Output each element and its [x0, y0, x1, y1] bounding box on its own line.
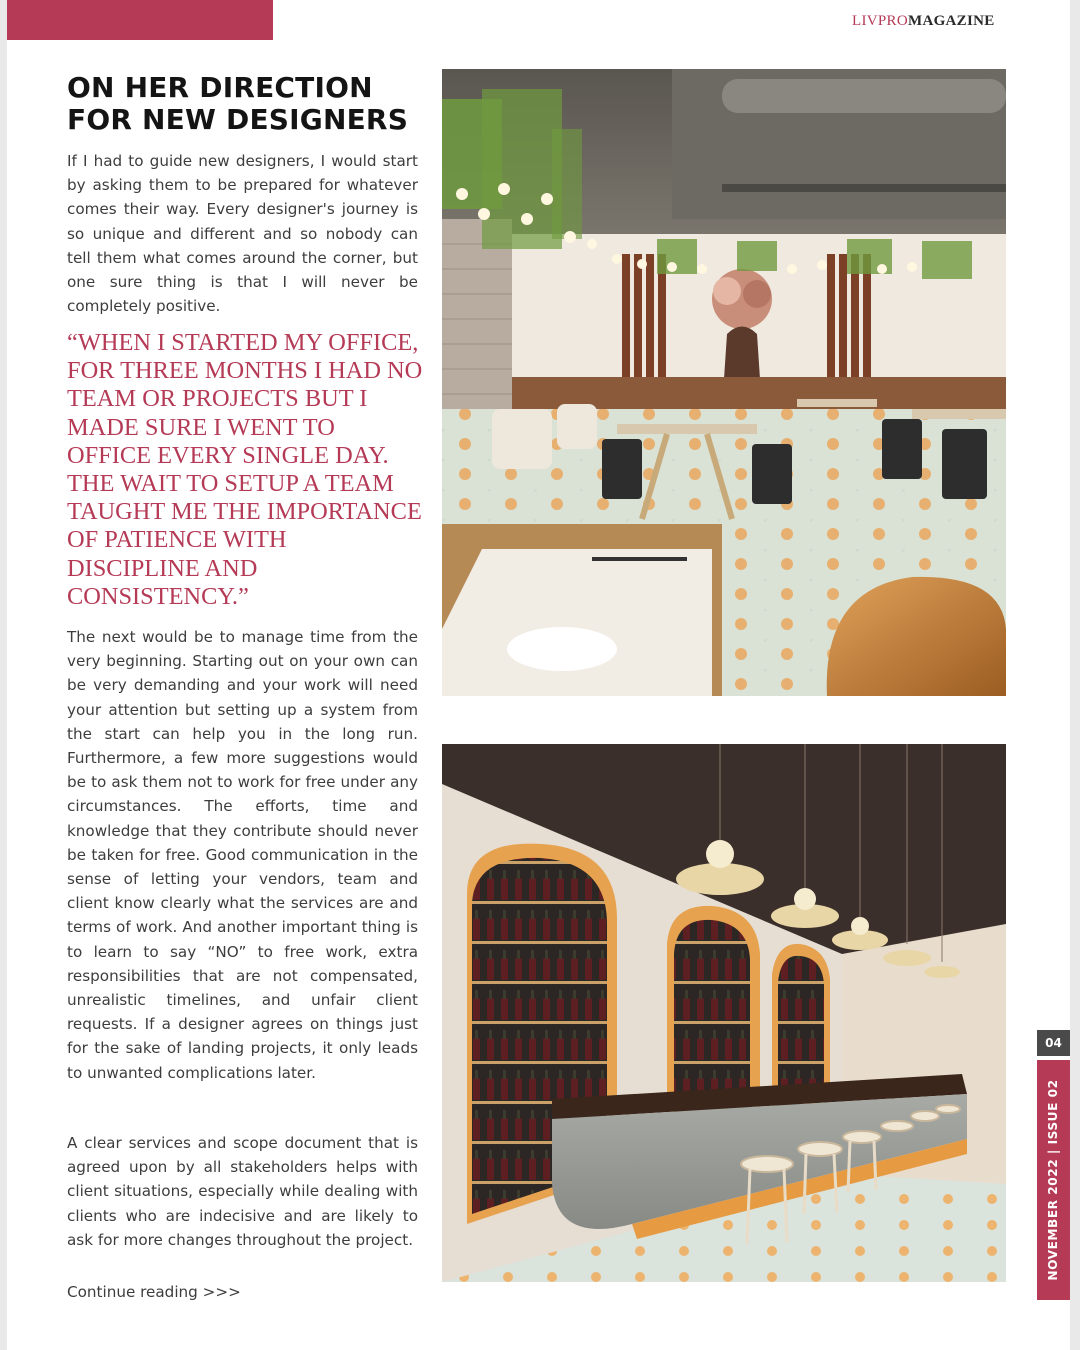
article-paragraph-3: A clear services and scope document that is agreed upon by all stakeholders helps with client situations, especially while dealing with clients who are indecisive and are likely to ask for more changes throughout the project. [67, 1134, 418, 1249]
continue-reading-link[interactable]: Continue reading >>> [67, 1283, 241, 1301]
restaurant-dining-photo [442, 69, 1006, 696]
heading-line-1: ON HER DIRECTION [67, 71, 373, 104]
masthead-brand-part2: MAGAZINE [907, 13, 995, 29]
heading-line-2: FOR NEW DESIGNERS [67, 103, 409, 136]
pull-quote: “WHEN I STARTED MY OFFICE, FOR THREE MONTHS I HAD NO TEAM OR PROJECTS BUT I MADE SURE I WENT TO OFFICE EVERY SINGLE DAY. THE WAIT TO SETUP A TEAM TAUGHT ME THE IMPORTANCE OF PATIENCE WITH DISCIPLINE AND CONSISTENCY.” [67, 329, 423, 610]
wine-bar-photo [442, 744, 1006, 1282]
issue-label: NOVEMBER 2022 | ISSUE 02 [1046, 1079, 1060, 1281]
page-number: 04 [1037, 1030, 1070, 1056]
article-paragraph-1: If I had to guide new designers, I would start by asking them to be prepared for whatever comes their way. Every designer's journey is so unique and different and so nobody can tell them what comes around the corner, but one sure thing is that I will never be completely positive. [67, 152, 418, 316]
article-paragraph-2: The next would be to manage time from the very beginning. Starting out on your own can be very demanding and your work will need your attention but setting up a system from the start can help you in the long run. Furthermore, a few more suggestions would be to ask them not to work for free under any circumstances. The efforts, time and knowledge that they contribute should never be taken for free. Good communication in the sense of letting your vendors, team and client know clearly what the services are and terms of work. And another important thing is to learn to say “NO” to free work, extra responsibilities that are not compensated, unrealistic timelines, and unfair client requests. If a designer agrees on things just for the sake of landing projects, it only leads to unwanted complications later. [67, 628, 418, 1082]
masthead-brand-part1: LIVPRO [852, 13, 908, 29]
magazine-masthead [852, 13, 995, 30]
top-accent-bar [7, 0, 273, 40]
issue-side-tab [1037, 1060, 1070, 1300]
article-heading [67, 72, 437, 136]
